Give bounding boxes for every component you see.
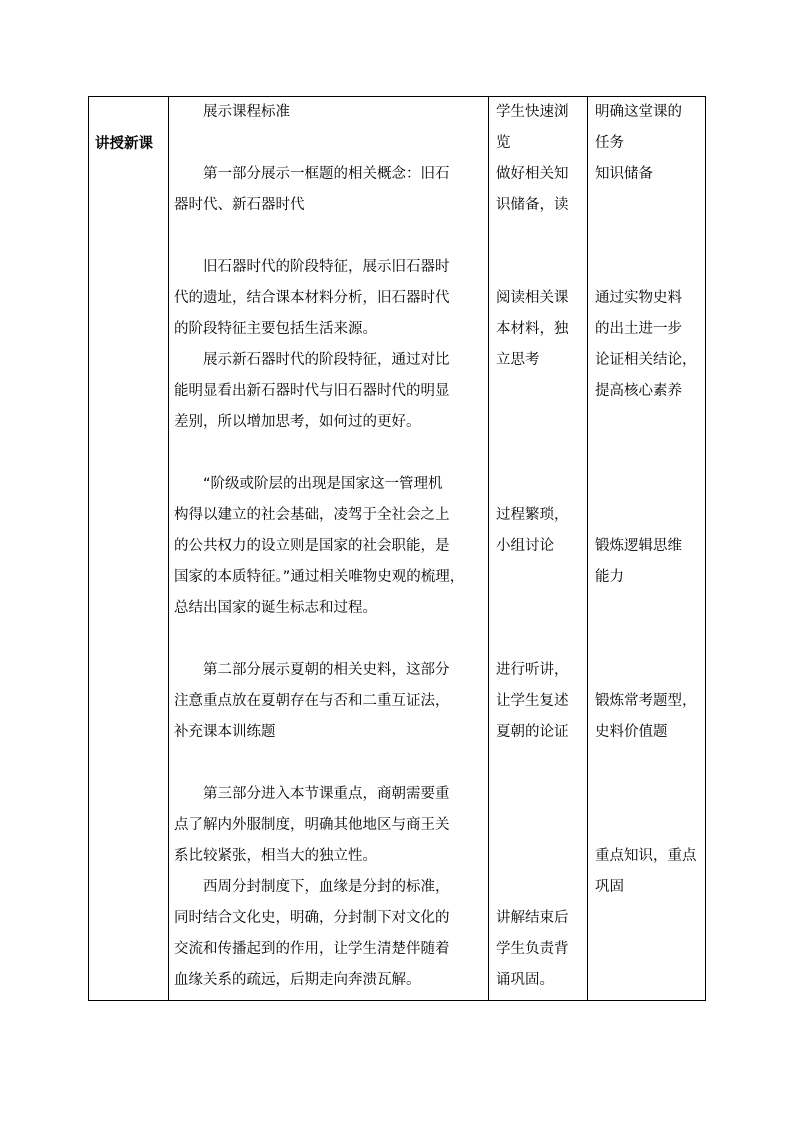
activity-line: 让学生复述 bbox=[496, 693, 569, 709]
activity-line: 进行听讲， bbox=[496, 662, 569, 678]
content-line: 差别，所以增加思考，如何过的更好。 bbox=[174, 414, 421, 430]
content-line: 系比较紧张，相当大的独立性。 bbox=[174, 848, 377, 864]
activity-line: 览 bbox=[496, 135, 511, 151]
activity-line: 识储备，读 bbox=[496, 197, 569, 213]
activity-line: 阅读相关课 bbox=[496, 290, 569, 306]
content-line: 代的遗址，结合课本材料分析，旧石器时代 bbox=[174, 290, 450, 306]
content-line: 第二部分展示夏朝的相关史料，这部分 bbox=[203, 662, 450, 678]
content-line: 的阶段特征主要包括生活来源。 bbox=[174, 321, 377, 337]
activity-line: 学生负责背 bbox=[496, 941, 569, 957]
intent-line: 任务 bbox=[595, 135, 624, 151]
activity-line: 讲解结束后 bbox=[496, 910, 569, 926]
column-divider bbox=[168, 97, 169, 1000]
content-line: 点了解内外服制度，明确其他地区与商王关 bbox=[174, 817, 450, 833]
intent-line: 能力 bbox=[595, 569, 624, 585]
activity-line: 诵巩固。 bbox=[496, 972, 554, 988]
activity-line: 过程繁琐， bbox=[496, 507, 569, 523]
content-line: 器时代、新石器时代 bbox=[174, 197, 305, 213]
content-line: 西周分封制度下，血缘是分封的标准， bbox=[203, 879, 450, 895]
activity-line: 小组讨论 bbox=[496, 538, 554, 554]
intent-line: 重点知识，重点 bbox=[595, 848, 697, 864]
content-line: 旧石器时代的阶段特征，展示旧石器时 bbox=[203, 259, 450, 275]
content-line: 同时结合文化史，明确，分封制下对文化的 bbox=[174, 910, 450, 926]
intent-line: 提高核心素养 bbox=[595, 383, 682, 399]
activity-line: 学生快速浏 bbox=[496, 104, 569, 120]
intent-line: 的出土进一步 bbox=[595, 321, 682, 337]
intent-line: 通过实物史料 bbox=[595, 290, 682, 306]
activity-line: 立思考 bbox=[496, 352, 540, 368]
activity-line: 本材料，独 bbox=[496, 321, 569, 337]
student-activity-column bbox=[496, 97, 582, 996]
intent-line: 锻炼常考题型， bbox=[595, 693, 697, 709]
content-line: 展示新石器时代的阶段特征，通过对比 bbox=[203, 352, 450, 368]
lesson-plan-table bbox=[88, 96, 706, 1001]
content-line: 能明显看出新石器时代与旧石器时代的明显 bbox=[174, 383, 450, 399]
intent-line: 锻炼逻辑思维 bbox=[595, 538, 682, 554]
teaching-content-column bbox=[174, 97, 486, 996]
intent-line: 论证相关结论， bbox=[595, 352, 697, 368]
content-line: 的公共权力的设立则是国家的社会职能，是 bbox=[174, 538, 450, 554]
intent-line: 明确这堂课的 bbox=[595, 104, 682, 120]
column-divider bbox=[488, 97, 489, 1000]
stage-label: 讲授新课 bbox=[95, 136, 153, 152]
content-line: “阶级或阶层的出现是国家这一管理机 bbox=[203, 476, 443, 492]
content-line: 第一部分展示一框题的相关概念：旧石 bbox=[203, 166, 450, 182]
intent-line: 史料价值题 bbox=[595, 724, 668, 740]
content-line: 总结出国家的诞生标志和过程。 bbox=[174, 600, 377, 616]
intent-line: 知识储备 bbox=[595, 166, 653, 182]
column-divider bbox=[587, 97, 588, 1000]
content-line: 血缘关系的疏远，后期走向奔溃瓦解。 bbox=[174, 972, 421, 988]
activity-line: 做好相关知 bbox=[496, 166, 569, 182]
activity-line: 夏朝的论证 bbox=[496, 724, 569, 740]
content-line: 补充课本训练题 bbox=[174, 724, 276, 740]
intent-line: 巩固 bbox=[595, 879, 624, 895]
design-intent-column bbox=[595, 97, 705, 903]
content-line: 国家的本质特征。”通过相关唯物史观的梳理， bbox=[174, 569, 465, 585]
content-line: 注意重点放在夏朝存在与否和二重互证法， bbox=[174, 693, 450, 709]
content-line: 展示课程标准 bbox=[203, 104, 290, 120]
content-line: 构得以建立的社会基础，凌驾于全社会之上 bbox=[174, 507, 450, 523]
content-line: 第三部分进入本节课重点，商朝需要重 bbox=[203, 786, 450, 802]
content-line: 交流和传播起到的作用，让学生清楚伴随着 bbox=[174, 941, 450, 957]
